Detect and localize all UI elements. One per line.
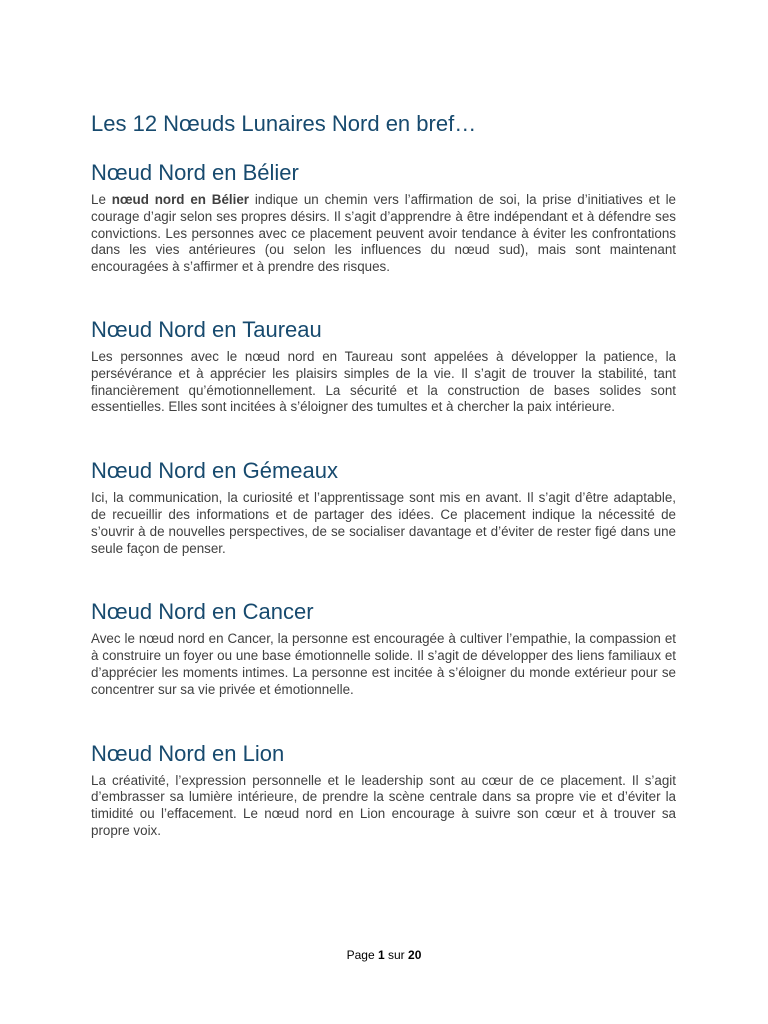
section-belier	[91, 157, 676, 276]
section-heading: Nœud Nord en Cancer	[91, 599, 314, 625]
section-gemeaux	[91, 455, 676, 557]
page-current: 1	[377, 948, 385, 962]
page-label: Page	[346, 948, 378, 962]
page-separator: sur	[384, 948, 409, 962]
section-body: Ici, la communication, la curiosité et l’apprentissage sont mis en avant. Il s’agit d’être adaptable, de recueillir des informations et de partager des idées. Ce placement indique la nécessité de s’ouvrir à de nouvelles perspectives, de se socialiser davantage et d’éviter de rester figé dans une seule façon de penser.	[91, 490, 676, 556]
document-page	[91, 108, 676, 879]
body-rest: indique un chemin vers l’affirmation de soi, la prise d’initiatives et le courage d’agir selon ses propres désirs. Il s’agit d’apprendre à être indépendant et à défendre ses convictions. Les personnes avec ce placement peuvent avoir tendance à éviter les confrontations dans les vies antérieures (ou selon les influences du nœud sud), mais sont maintenant encouragées à s’affirmer et à prendre des risques.	[91, 192, 676, 275]
section-body: Les personnes avec le nœud nord en Taureau sont appelées à développer la patience, la persévérance et à apprécier les plaisirs simples de la vie. Il s’agit de trouver la stabilité, tant financièrement qu’émotionnellement. La sécurité et la construction de bases solides sont essentielles. Elles sont incitées à s’éloigner des tumultes et à chercher la paix intérieure.	[91, 348, 676, 415]
section-body: Avec le nœud nord en Cancer, la personne est encouragée à cultiver l’empathie, la compassion et à construire un foyer ou une base émotionnelle solide. Il s’agit de développer des liens familiaux et d’apprécier les moments intimes. La personne est incitée à s’éloigner du monde extérieur pour se concentrer sur sa vie privée et émotionnelle.	[91, 631, 676, 697]
document-title: Les 12 Nœuds Lunaires Nord en bref…	[91, 111, 477, 136]
section-lion	[91, 738, 676, 840]
section-taureau	[91, 314, 676, 416]
section-heading: Nœud Nord en Lion	[91, 740, 285, 766]
page-footer	[0, 948, 768, 962]
section-heading: Nœud Nord en Taureau	[91, 316, 322, 342]
section-heading: Nœud Nord en Bélier	[91, 160, 299, 185]
section-cancer	[91, 596, 676, 698]
page-total: 20	[408, 948, 422, 962]
section-body	[91, 192, 676, 276]
body-bold-term: nœud nord en Bélier	[111, 192, 249, 207]
body-prefix: Le	[91, 192, 112, 207]
section-body: La créativité, l’expression personnelle et le leadership sont au cœur de ce placement. Il s’agit d’embrasser sa lumière intérieure, de prendre la scène centrale dans sa propre vie et d’éviter la timidité ou l’effacement. Le nœud nord en Lion encourage à suivre son cœur et à trouver sa propre voix.	[91, 772, 676, 838]
section-heading: Nœud Nord en Gémeaux	[91, 458, 338, 484]
